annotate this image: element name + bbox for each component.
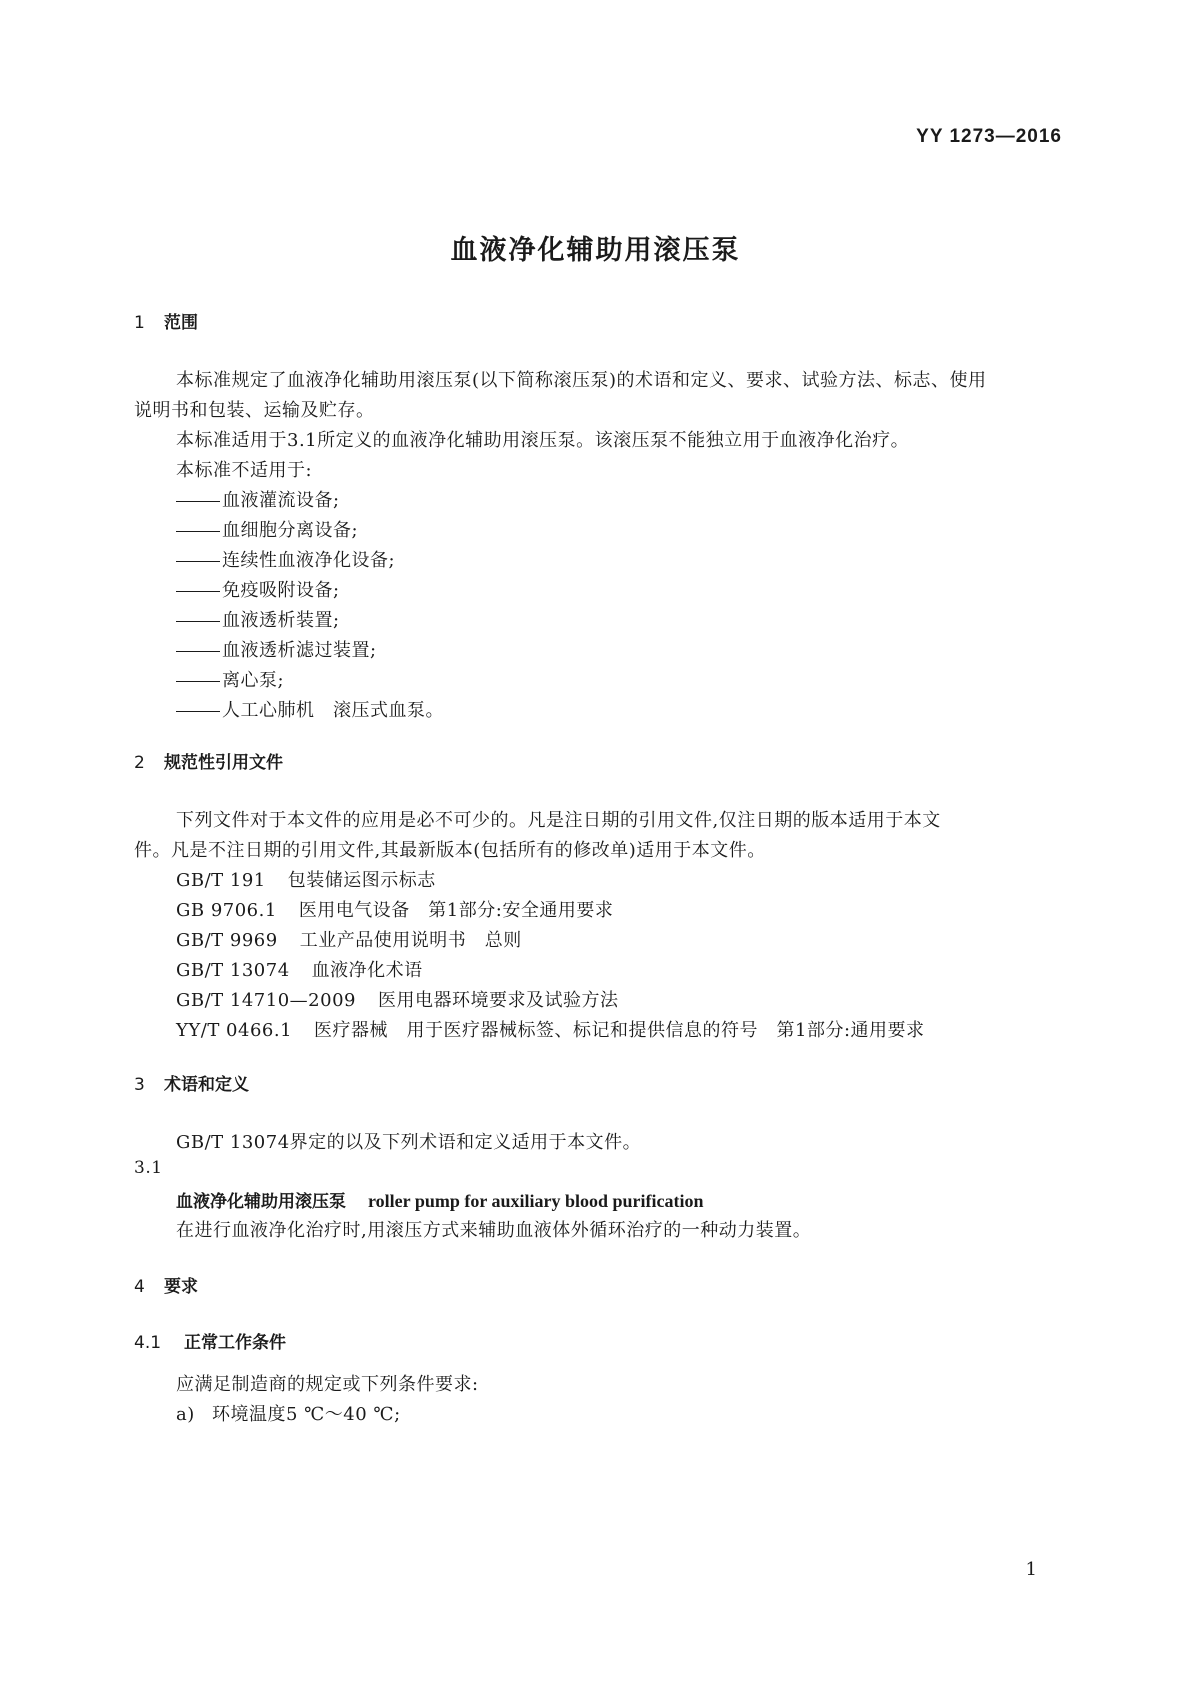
term-number: 3.1: [134, 1158, 163, 1178]
section-4-heading: [134, 1272, 198, 1297]
section-1-heading: [134, 308, 198, 333]
item-label: a): [176, 1404, 195, 1425]
term-chinese: 血液净化辅助用滚压泵: [176, 1192, 346, 1212]
reference-title: 血液净化术语: [311, 960, 423, 981]
reference-code: GB/T 13074: [176, 960, 290, 981]
em-dash: [176, 591, 220, 592]
reference-item: [176, 986, 618, 1012]
term-english: roller pump for auxiliary blood purification: [368, 1191, 704, 1211]
item-text: 环境温度5 ℃～40 ℃;: [212, 1404, 401, 1425]
subsection-number: 4.1: [134, 1333, 162, 1353]
em-dash: [176, 681, 220, 682]
section-number: 3: [134, 1075, 145, 1095]
reference-item: [176, 896, 613, 922]
list-item: 血细胞分离设备;: [176, 516, 358, 542]
section-number: 1: [134, 313, 145, 333]
term-entry: [176, 1187, 704, 1212]
paragraph: 下列文件对于本文件的应用是必不可少的。凡是注日期的引用文件,仅注日期的版本适用于本文: [176, 810, 941, 831]
reference-item: [176, 956, 423, 982]
reference-code: GB/T 191: [176, 870, 266, 891]
em-dash: [176, 501, 220, 502]
reference-item: [176, 926, 522, 952]
reference-code: YY/T 0466.1: [176, 1020, 293, 1041]
section-3-heading: [134, 1070, 249, 1095]
paragraph: 本标准适用于3.1所定义的血液净化辅助用滚压泵。该滚压泵不能独立用于血液净化治疗。: [176, 430, 910, 451]
em-dash: [176, 651, 220, 652]
reference-code: GB/T 9969: [176, 930, 278, 951]
reference-code: GB/T 14710—2009: [176, 990, 356, 1011]
reference-title: 包装储运图示标志: [287, 870, 436, 891]
reference-code: GB 9706.1: [176, 900, 277, 921]
standard-number: YY 1273—2016: [916, 126, 1062, 147]
reference-title: 工业产品使用说明书 总则: [299, 930, 522, 951]
subsection-4-1-heading: [134, 1328, 286, 1353]
reference-item: [176, 866, 436, 892]
paragraph: GB/T 13074界定的以及下列术语和定义适用于本文件。: [176, 1132, 642, 1153]
paragraph-continuation: 件。凡是不注日期的引用文件,其最新版本(包括所有的修改单)适用于本文件。: [134, 840, 766, 861]
paragraph: 本标准不适用于:: [176, 460, 313, 481]
section-title: 要求: [164, 1277, 198, 1297]
paragraph: 应满足制造商的规定或下列条件要求:: [176, 1374, 479, 1395]
paragraph: 本标准规定了血液净化辅助用滚压泵(以下简称滚压泵)的术语和定义、要求、试验方法、标志、使用: [176, 370, 987, 391]
em-dash: [176, 531, 220, 532]
em-dash: [176, 561, 220, 562]
em-dash: [176, 621, 220, 622]
list-item: 离心泵;: [176, 666, 284, 692]
subsection-title: 正常工作条件: [184, 1333, 286, 1353]
reference-title: 医疗器械 用于医疗器械标签、标记和提供信息的符号 第1部分:通用要求: [314, 1020, 925, 1041]
list-item: 血液透析装置;: [176, 606, 340, 632]
section-title: 规范性引用文件: [164, 753, 283, 773]
list-item: [176, 1400, 401, 1426]
em-dash: [176, 711, 220, 712]
reference-title: 医用电气设备 第1部分:安全通用要求: [298, 900, 614, 921]
section-number: 4: [134, 1277, 145, 1297]
list-item: 血液灌流设备;: [176, 486, 340, 512]
document-title: 血液净化辅助用滚压泵: [450, 235, 741, 266]
page-number: 1: [1025, 1559, 1037, 1580]
section-title: 术语和定义: [164, 1075, 249, 1095]
list-item: 连续性血液净化设备;: [176, 546, 395, 572]
reference-title: 医用电器环境要求及试验方法: [377, 990, 619, 1011]
section-2-heading: [134, 748, 283, 773]
section-number: 2: [134, 753, 145, 773]
paragraph-continuation: 说明书和包装、运输及贮存。: [134, 400, 375, 421]
section-title: 范围: [164, 313, 198, 333]
term-definition: 在进行血液净化治疗时,用滚压方式来辅助血液体外循环治疗的一种动力装置。: [176, 1220, 812, 1241]
list-item: 免疫吸附设备;: [176, 576, 340, 602]
reference-item: [176, 1016, 925, 1042]
list-item: 人工心肺机 滚压式血泵。: [176, 696, 444, 722]
list-item: 血液透析滤过装置;: [176, 636, 377, 662]
